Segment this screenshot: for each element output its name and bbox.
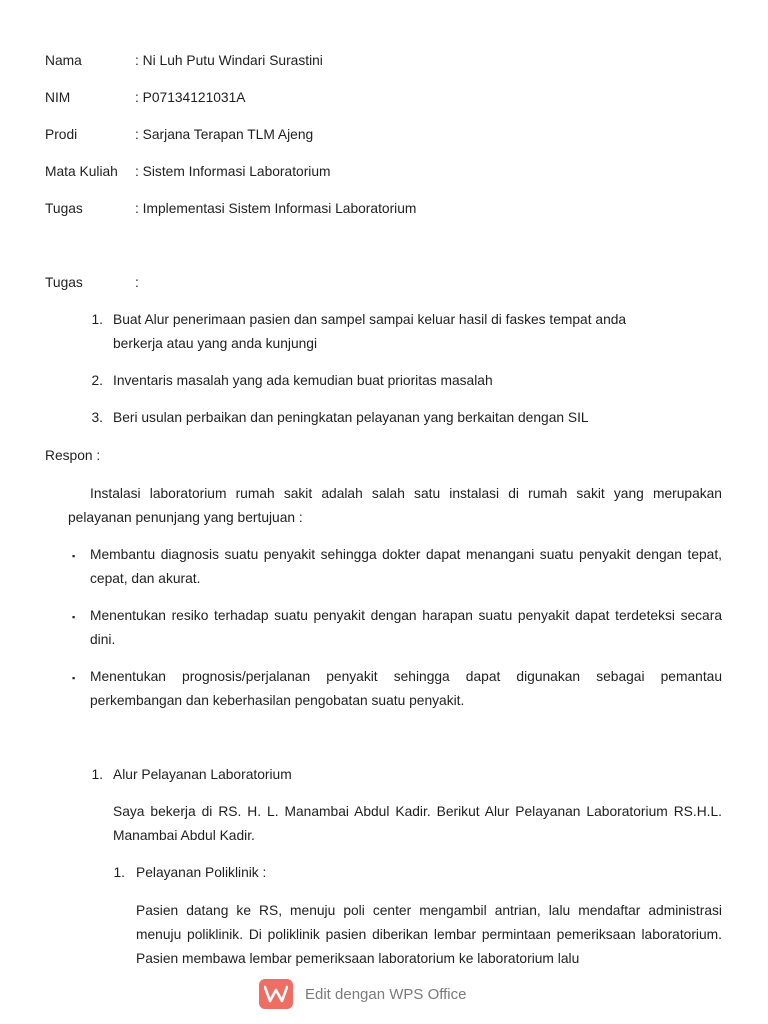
section-number: 1. xyxy=(91,767,103,782)
info-label: Mata Kuliah xyxy=(45,164,118,179)
info-row-nama xyxy=(45,51,323,71)
tasks-heading xyxy=(45,273,139,293)
info-row-nim xyxy=(45,88,245,108)
response-intro: Instalasi laboratorium rumah sakit adalah salah satu instalasi di rumah sakit yang merupakan pelayanan penunjang yang bertujuan : xyxy=(68,486,722,525)
section-body: Saya bekerja di RS. H. L. Manambai Abdul Kadir. Berikut Alur Pelayanan Laboratorium RS.H.L. Manambai Abdul Kadir. xyxy=(113,804,722,843)
bullet-text: Membantu diagnosis suatu penyakit sehingga dokter dapat menangani suatu penyakit dengan tepat, cepat, dan akurat. xyxy=(90,547,722,586)
bullet-square-icon: ▪ xyxy=(72,673,76,683)
info-label: Tugas xyxy=(45,201,83,216)
bullet-square-icon: ▪ xyxy=(72,551,76,561)
task-number: 2. xyxy=(91,373,103,388)
wps-w-glyph xyxy=(264,985,288,1003)
info-value: : P07134121031A xyxy=(135,90,246,105)
bullet-square-icon: ▪ xyxy=(72,612,76,622)
info-row-tugas xyxy=(45,199,416,219)
tasks-label: Tugas xyxy=(45,275,83,290)
info-label: Nama xyxy=(45,53,82,68)
info-value: : Sarjana Terapan TLM Ajeng xyxy=(135,127,314,142)
subsection-body: Pasien datang ke RS, menuju poli center mengambil antrian, lalu mendaftar administrasi menuju poliklinik. Di poliklinik pasien diberikan lembar permintaan pemeriksaan laboratorium. Pasien membawa lembar pemeriksaan laboratorium ke laboratorium lalu xyxy=(136,903,722,966)
wps-logo-icon xyxy=(259,979,293,1009)
task-number: 3. xyxy=(91,410,103,425)
info-label: NIM xyxy=(45,90,71,105)
task-text-line: Inventaris masalah yang ada kemudian buat prioritas masalah xyxy=(113,373,493,388)
info-row-mata-kuliah xyxy=(45,162,331,182)
bullet-text: Menentukan prognosis/perjalanan penyakit sehingga dapat digunakan sebagai pemantau perkembangan dan keberhasilan pengobatan suatu penyakit. xyxy=(90,669,722,708)
bullet-text: Menentukan resiko terhadap suatu penyakit dengan harapan suatu penyakit dapat terdeteksi secara dini. xyxy=(90,608,722,647)
info-value: : Implementasi Sistem Informasi Laboratorium xyxy=(135,201,417,216)
response-label: Respon : xyxy=(45,448,101,463)
footer-text: Edit dengan WPS Office xyxy=(305,985,467,1003)
info-value: : Sistem Informasi Laboratorium xyxy=(135,164,331,179)
subsection-number: 1. xyxy=(113,865,125,880)
task-text-line: berkerja atau yang anda kunjungi xyxy=(113,336,318,351)
subsection-title: Pelayanan Poliklinik : xyxy=(136,865,267,880)
task-number: 1. xyxy=(91,312,103,327)
tasks-colon: : xyxy=(135,275,139,290)
task-text-line: Beri usulan perbaikan dan peningkatan pelayanan yang berkaitan dengan SIL xyxy=(113,410,589,425)
info-label: Prodi xyxy=(45,127,78,142)
info-value: : Ni Luh Putu Windari Surastini xyxy=(135,53,323,68)
wps-footer[interactable] xyxy=(259,978,466,1010)
task-text-line: Buat Alur penerimaan pasien dan sampel sampai keluar hasil di faskes tempat anda xyxy=(113,312,627,327)
section-title: Alur Pelayanan Laboratorium xyxy=(113,767,292,782)
info-row-prodi xyxy=(45,125,313,145)
